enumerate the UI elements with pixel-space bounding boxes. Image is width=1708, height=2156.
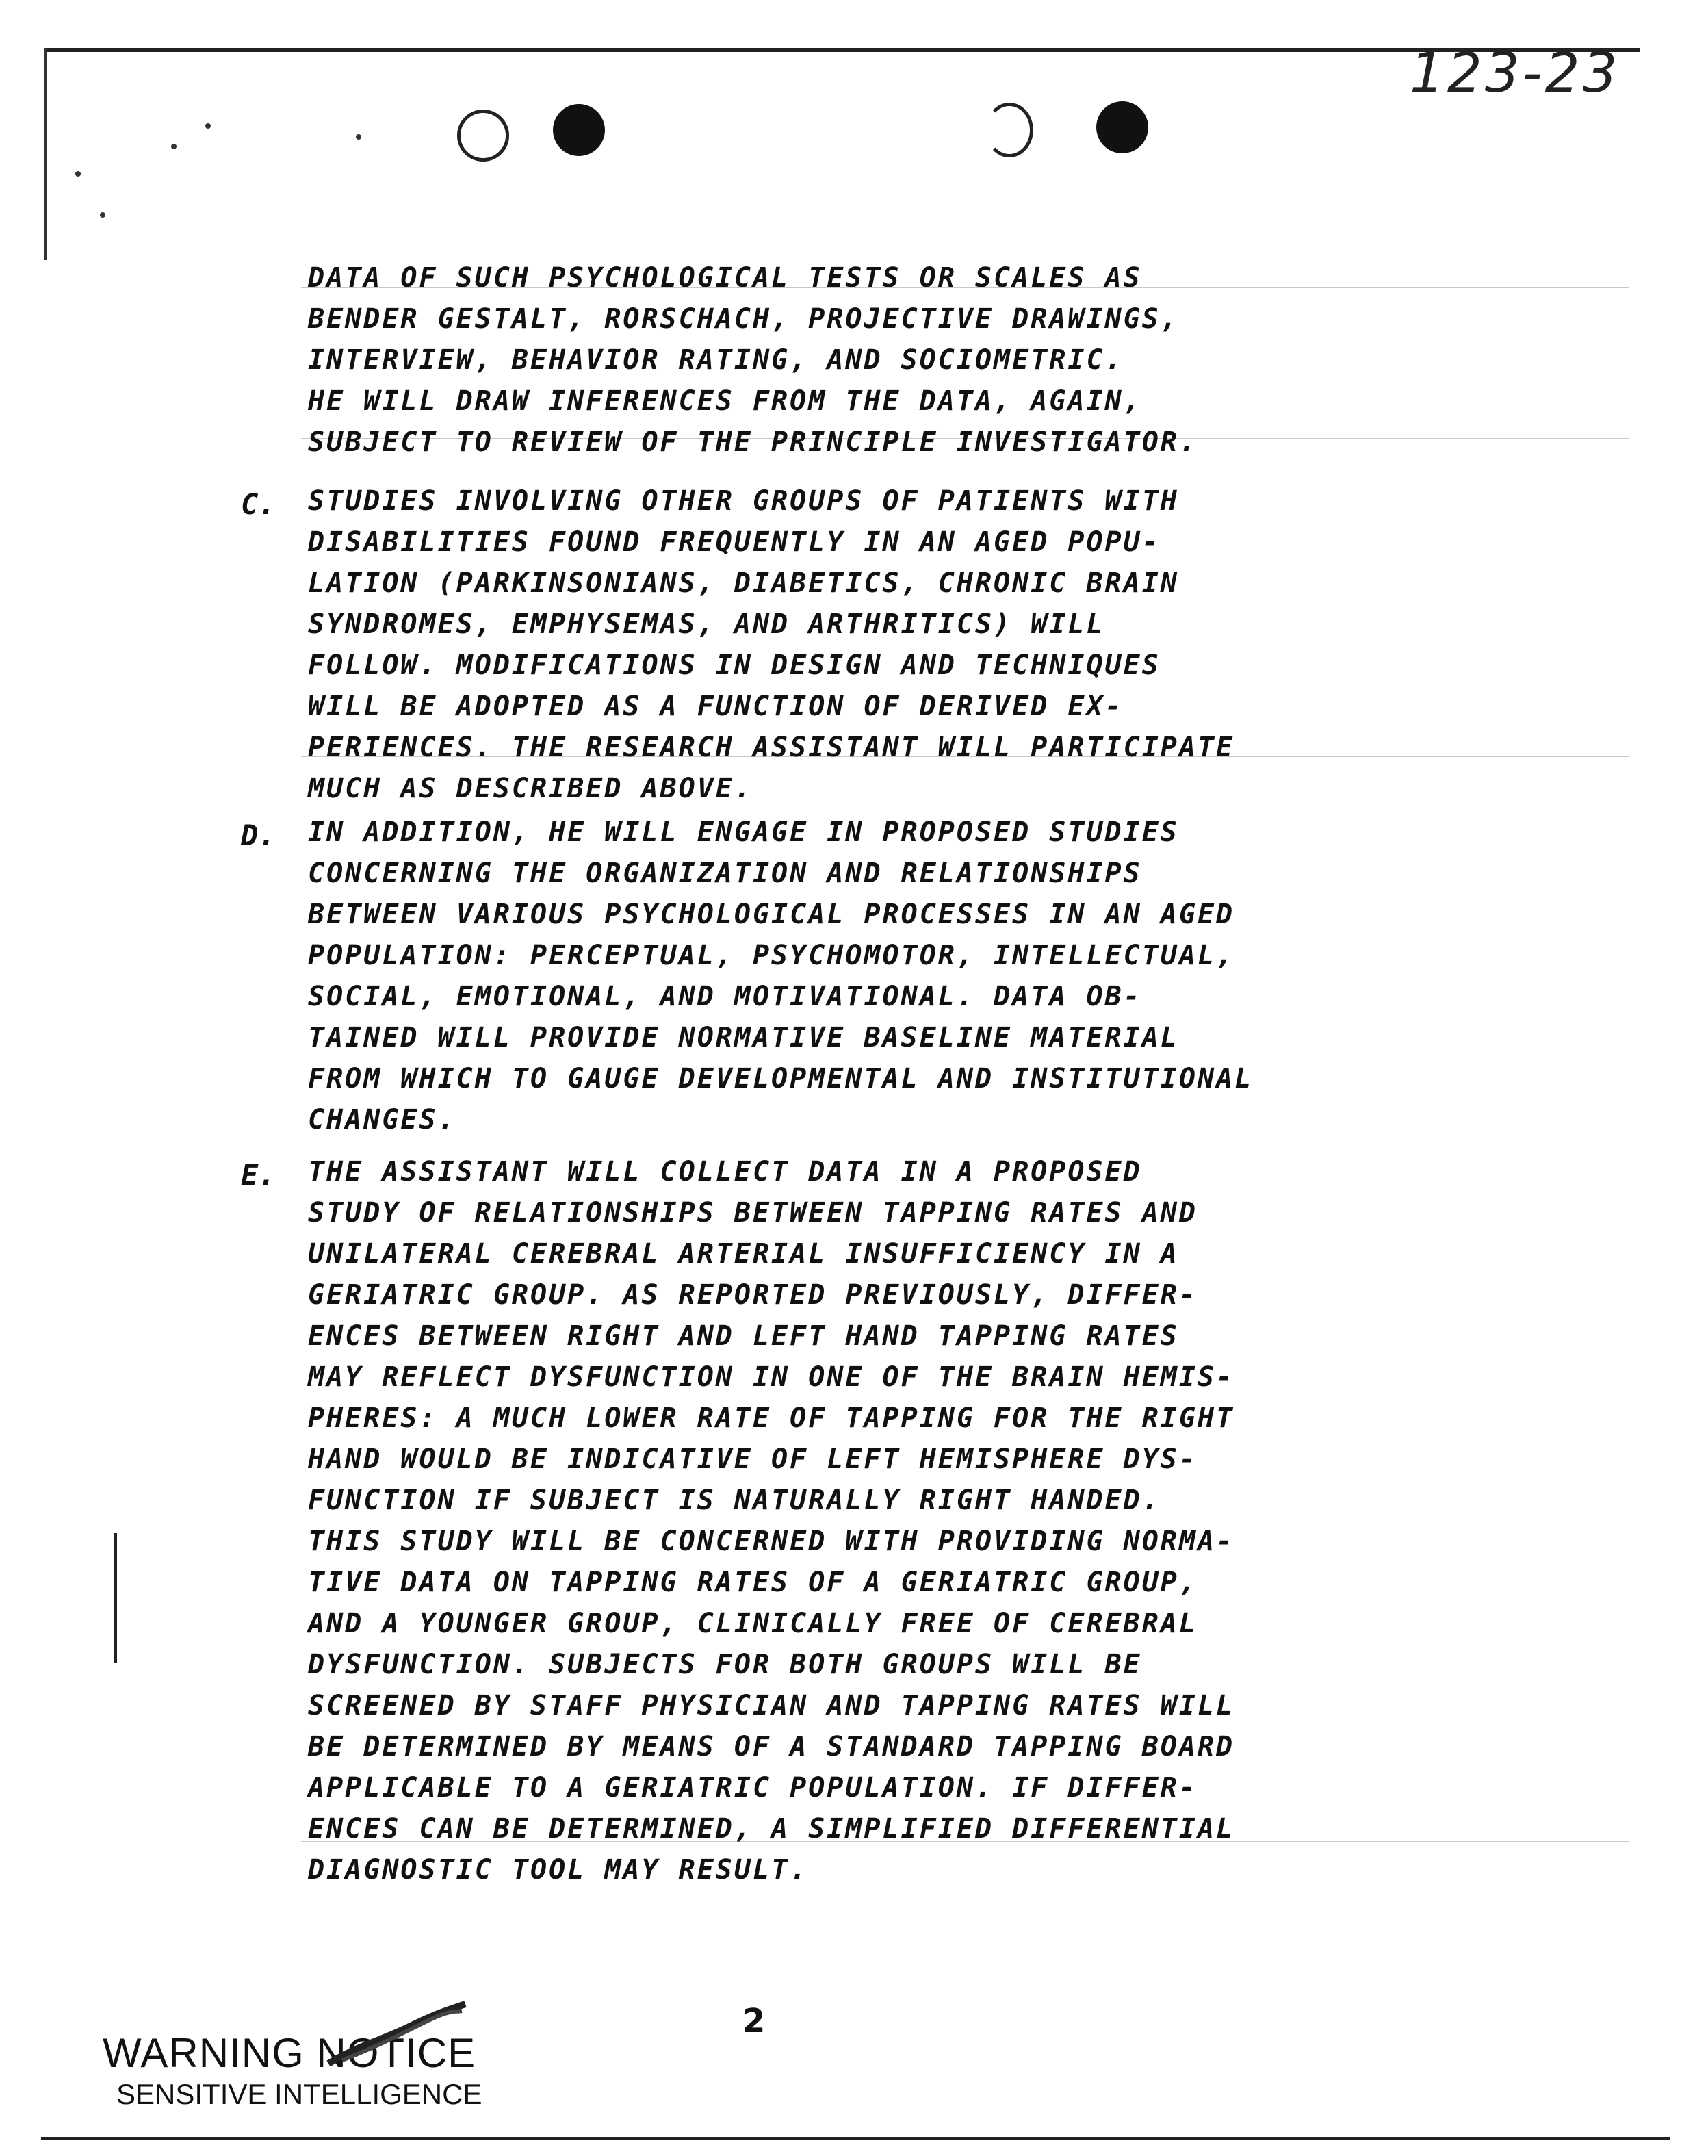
text-line: FROM WHICH TO GAUGE DEVELOPMENTAL AND INSTITUTIONAL	[308, 1063, 1254, 1094]
page-number: 2	[742, 2002, 766, 2040]
stamp-scribble-icon	[322, 1999, 472, 2074]
punch-hole-filled-right-icon	[1096, 101, 1148, 153]
paragraph-marker-e: E.	[241, 1158, 276, 1192]
margin-bar-mark	[114, 1533, 117, 1663]
scan-speck	[100, 212, 105, 218]
paragraph-marker-c: C.	[241, 487, 276, 521]
text-line: MAY REFLECT DYSFUNCTION IN ONE OF THE BRAIN HEMIS-	[308, 1361, 1235, 1393]
text-line: STUDIES INVOLVING OTHER GROUPS OF PATIENTS WITH	[308, 485, 1179, 517]
text-line: UNILATERAL CEREBRAL ARTERIAL INSUFFICIENCY IN A	[308, 1238, 1179, 1270]
text-line: FOLLOW. MODIFICATIONS IN DESIGN AND TECHNIQUES	[308, 650, 1161, 681]
warning-notice-subtitle: SENSITIVE INTELLIGENCE	[116, 2078, 482, 2110]
text-line: CONCERNING THE ORGANIZATION AND RELATIONSHIPS	[308, 858, 1142, 889]
text-line: ENCES BETWEEN RIGHT AND LEFT HAND TAPPING RATES	[308, 1320, 1179, 1352]
text-line: WILL BE ADOPTED AS A FUNCTION OF DERIVED EX-	[308, 691, 1124, 722]
text-line: SUBJECT TO REVIEW OF THE PRINCIPLE INVESTIGATOR.	[308, 426, 1198, 458]
scan-top-rule	[45, 48, 1640, 52]
scan-left-rule	[44, 48, 47, 260]
paragraph-marker-d: D.	[241, 819, 276, 852]
text-line: TAINED WILL PROVIDE NORMATIVE BASELINE MATERIAL	[308, 1022, 1179, 1053]
text-line: IN ADDITION, HE WILL ENGAGE IN PROPOSED STUDIES	[308, 817, 1179, 848]
text-line: SCREENED BY STAFF PHYSICIAN AND TAPPING RATES WILL	[308, 1690, 1235, 1721]
document-number: 123-23	[1410, 41, 1620, 105]
scan-speck	[205, 123, 211, 129]
text-line: CHANGES.	[308, 1104, 456, 1135]
text-line: ENCES CAN BE DETERMINED, A SIMPLIFIED DIFFERENTIAL	[308, 1813, 1235, 1845]
text-line: PHERES: A MUCH LOWER RATE OF TAPPING FOR THE RIGHT	[308, 1402, 1235, 1434]
warning-notice-title: WARNING NOTICE	[103, 2030, 476, 2076]
scan-speck	[356, 134, 361, 140]
text-line: THE ASSISTANT WILL COLLECT DATA IN A PROPOSED	[308, 1156, 1142, 1188]
text-line: SYNDROMES, EMPHYSEMAS, AND ARTHRITICS) WILL	[308, 608, 1105, 640]
text-line: INTERVIEW, BEHAVIOR RATING, AND SOCIOMETRIC.	[308, 344, 1124, 376]
text-line: THIS STUDY WILL BE CONCERNED WITH PROVIDING NORMA-	[308, 1526, 1235, 1557]
text-line: DISABILITIES FOUND FREQUENTLY IN AN AGED POPU-	[308, 526, 1161, 558]
text-line: DATA OF SUCH PSYCHOLOGICAL TESTS OR SCALES AS	[308, 262, 1142, 294]
text-line: HAND WOULD BE INDICATIVE OF LEFT HEMISPHERE DYS-	[308, 1443, 1198, 1475]
scan-speck	[171, 144, 177, 149]
text-line: DIAGNOSTIC TOOL MAY RESULT.	[308, 1854, 809, 1886]
text-line: LATION (PARKINSONIANS, DIABETICS, CHRONIC BRAIN	[308, 567, 1179, 599]
text-line: DYSFUNCTION. SUBJECTS FOR BOTH GROUPS WILL BE	[308, 1649, 1142, 1680]
text-line: PERIENCES. THE RESEARCH ASSISTANT WILL PARTICIPATE	[308, 732, 1235, 763]
text-line: FUNCTION IF SUBJECT IS NATURALLY RIGHT HANDED.	[308, 1485, 1161, 1516]
text-line: STUDY OF RELATIONSHIPS BETWEEN TAPPING RATES AND	[308, 1197, 1198, 1229]
text-line: GERIATRIC GROUP. AS REPORTED PREVIOUSLY, DIFFER-	[308, 1279, 1198, 1311]
punch-hole-open-right-icon	[985, 103, 1033, 157]
punch-hole-filled-left-icon	[553, 104, 605, 156]
scan-speck	[75, 171, 81, 177]
punch-hole-open-left-icon	[457, 110, 509, 162]
text-line: BENDER GESTALT, RORSCHACH, PROJECTIVE DRAWINGS,	[308, 303, 1179, 335]
text-line: APPLICABLE TO A GERIATRIC POPULATION. IF DIFFER-	[308, 1772, 1198, 1804]
text-line: TIVE DATA ON TAPPING RATES OF A GERIATRIC GROUP,	[308, 1567, 1198, 1598]
text-line: POPULATION: PERCEPTUAL, PSYCHOMOTOR, INTELLECTUAL,	[308, 940, 1235, 971]
text-line: BETWEEN VARIOUS PSYCHOLOGICAL PROCESSES IN AN AGED	[308, 899, 1235, 930]
text-line: SOCIAL, EMOTIONAL, AND MOTIVATIONAL. DATA OB-	[308, 981, 1142, 1012]
text-line: AND A YOUNGER GROUP, CLINICALLY FREE OF CEREBRAL	[308, 1608, 1198, 1639]
scan-bottom-rule	[41, 2137, 1670, 2140]
text-line: MUCH AS DESCRIBED ABOVE.	[308, 773, 753, 804]
text-line: HE WILL DRAW INFERENCES FROM THE DATA, AGAIN,	[308, 385, 1142, 417]
text-line: BE DETERMINED BY MEANS OF A STANDARD TAPPING BOARD	[308, 1731, 1235, 1762]
